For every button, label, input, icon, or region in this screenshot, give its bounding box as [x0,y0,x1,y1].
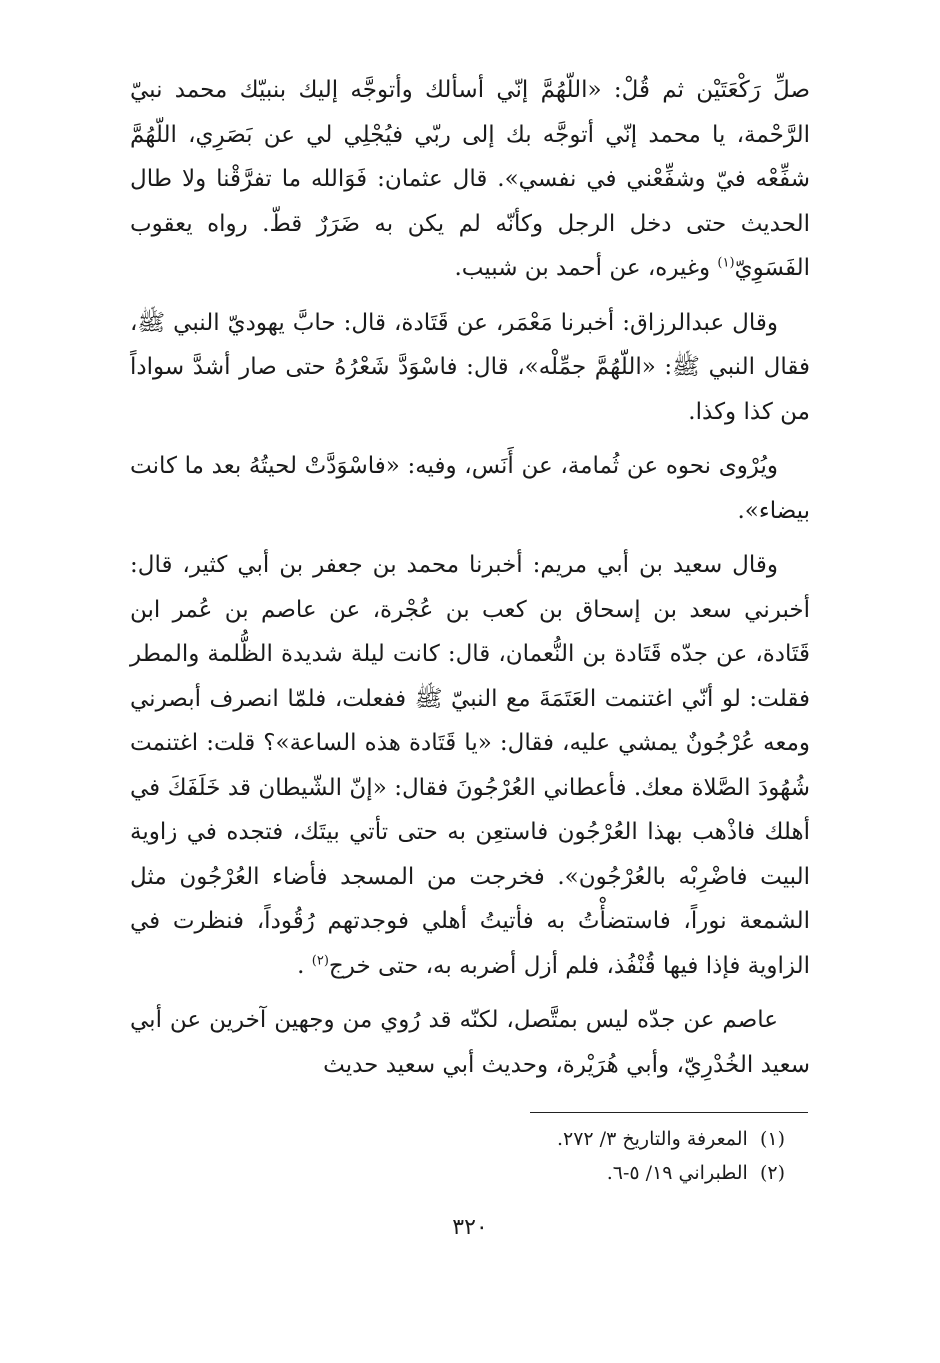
page-number: ٣٢٠ [452,1215,488,1240]
footnote-marker-1[interactable]: (١) [717,255,735,271]
footnote-1-number: (١) [759,1128,785,1150]
paragraph-gap [130,291,810,301]
paragraph-4-tail: . [297,952,312,979]
paragraph-3: ويُرْوى نحوه عن ثُمامة، عن أَنَس، وفيه: «فاسْوَدَّتْ لحيتُهُ بعد ما كانت بيضاء». [130,453,810,524]
footnote-2-text: الطبراني ١٩/ ٥-٦. [606,1162,748,1184]
paragraph-2: وقال عبدالرزاق: أخبرنا مَعْمَر، عن قَتَادة، قال: حابَّ يهوديّ النبي ﷺ، فقال النبي ﷺ: «اللّهُمَّ جمِّلْه»، قال: فاسْوَدَّ شَعْرُهُ حتى صار أشدَّ سواداً من كذا وكذا. [130,309,810,425]
footnote-1-text: المعرفة والتاريخ ٣/ ٢٧٢. [556,1128,748,1150]
footnote-1 [130,1122,785,1156]
footnotes [130,1122,785,1190]
paragraph-4-text: وقال سعيد بن أبي مريم: أخبرنا محمد بن جعفر بن أبي كثير، قال: أخبرني سعد بن إسحاق بن كعب بن عُجْرة، عن عاصم بن عُمر ابن قَتَادة، عن جدّه قَتَادة بن النُّعمان، قال: كانت ليلة شديدة الظُّلمة والمطر فقلت: لو أنّي اغتنمت العَتَمَةَ مع النبيّ ﷺ ففعلت، فلمّا انصرف أبصرني ومعه عُرْجُونٌ يمشي عليه، فقال: «يا قَتَادة هذه الساعة»؟ قلت: اغتنمت شُهُودَ الصَّلاة معك. فأعطاني العُرْجُونَ فقال: «إنّ الشّيطان قد خَلَفَكَ في أهلك فاذْهب بهذا العُرْجُون فاستعِن به حتى تأتي بيتَك، فتجده في زاوية البيت فاضْرِبْه بالعُرْجُون». فخرجت من المسجد فأضاء العُرْجُون مثل الشمعة نوراً، فاستضأْتُ به فأتيتُ أهلي فوجدتهم رُقُوداً، فنظرت في الزاوية فإذا فيها قُنْفُذ، فلم أزل أضربه به، حتى خرج [130,552,810,979]
paragraph-gap [130,988,810,998]
main-text [130,68,810,1087]
paragraph-1-text: صلِّ رَكْعَتَيْن ثم قُلْ: «اللّهُمَّ إنّي أسألك وأتوجَّه إليك بنبيّك محمد نبيّ الرَّحْمة، يا محمد إنّي أتوجَّه بك إلى ربّي فيُجْلِي لي عن بَصَرِي، اللّهُمَّ شفِّعْه فيّ وشفِّعْني في نفسي». قال عثمان: فَوَالله ما تفرَّقْنا ولا طال الحديث حتى دخل الرجل وكأنّه لم يكن به ضَرَرٌ قطّ. رواه يعقوب الفَسَوِيّ [130,77,810,281]
paragraph-gap [130,533,810,543]
footnote-2-number: (٢) [759,1162,785,1184]
paragraph-1 [130,68,810,291]
footnote-2 [130,1156,785,1190]
paragraph-1-tail: وغيره، عن أحمد بن شبيب. [454,255,718,281]
footnote-marker-2[interactable]: (٢) [311,952,329,968]
paragraph-gap [130,434,810,444]
paragraph-4 [130,543,810,988]
footnote-divider [530,1112,808,1113]
paragraph-5: عاصم عن جدّه ليس بمتَّصل، لكنّه قد رُوي من وجهين آخرين عن أبي سعيد الخُدْرِيّ، وأبي هُرَيْرة، وحديث أبي سعيد حديث [130,1007,810,1078]
